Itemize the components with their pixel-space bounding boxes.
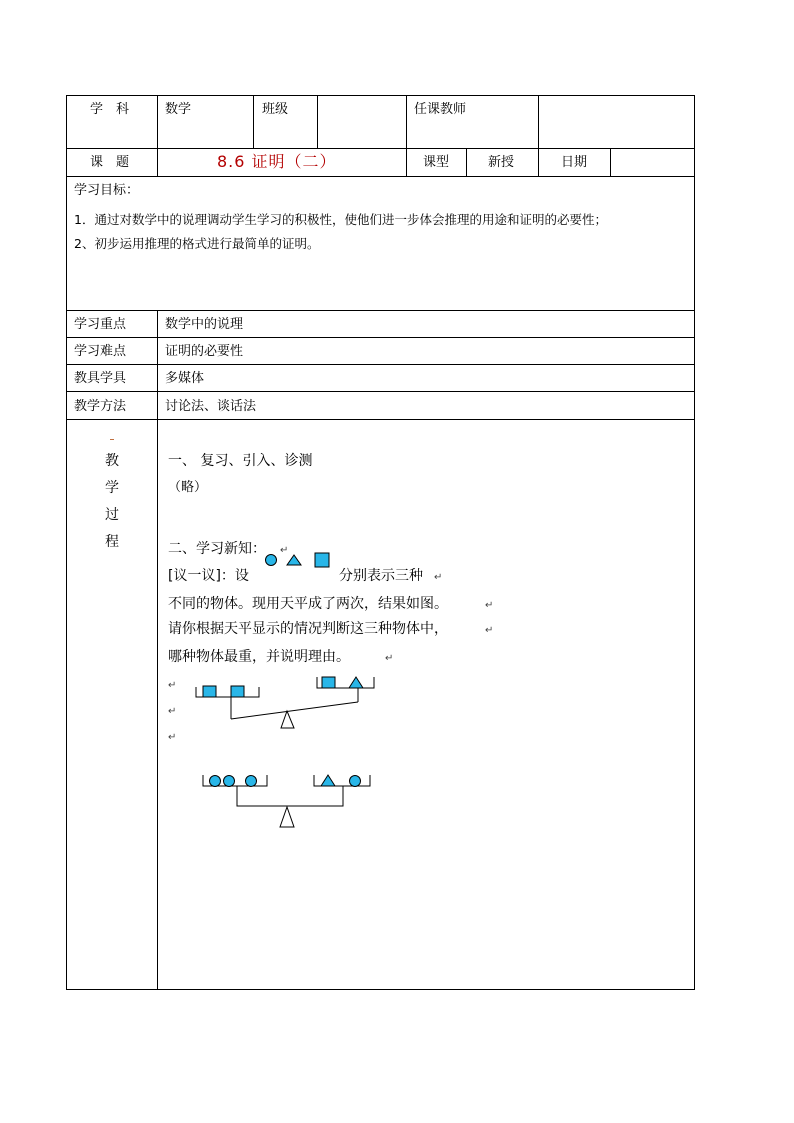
return-mark-7: ↵ (168, 706, 177, 717)
subject-label: 学 科 (90, 102, 130, 117)
row-label-key-point: 学习重点 (74, 317, 127, 332)
square-shape-icon (322, 677, 335, 688)
row-value-method: 讨论法、谈话法 (165, 399, 257, 414)
return-mark-6: ↵ (168, 680, 177, 691)
body-line-3: 请你根据天平显示的情况判断这三种物体中， (168, 621, 448, 637)
topic-title: 8.6 证明（二） (217, 152, 337, 171)
return-mark-5: ↵ (385, 653, 394, 664)
triangle-shape-icon (349, 677, 363, 688)
class-label: 班级 (262, 102, 289, 117)
triangle-shape-icon (321, 775, 335, 786)
objectives-label: 学习目标： (74, 183, 140, 198)
type-label: 课型 (423, 155, 450, 170)
circle-shape-icon (224, 776, 235, 787)
section1-title: 一、 复习、引入、诊测 (168, 453, 313, 469)
process-label-char-2: 学 (105, 480, 119, 496)
return-mark-4: ↵ (485, 625, 494, 636)
topic-label: 课 题 (90, 155, 130, 170)
square-shape-icon (203, 686, 216, 697)
return-mark-2: ↵ (434, 572, 443, 583)
row-label-method: 教学方法 (74, 399, 127, 414)
row-value-difficulty: 证明的必要性 (165, 344, 244, 359)
process-label-char-1: 教 (105, 453, 119, 469)
square-shape-icon (315, 553, 329, 567)
triangle-shape-icon (287, 555, 301, 565)
row-value-tools: 多媒体 (165, 371, 205, 386)
square-shape-icon (231, 686, 244, 697)
teacher-label: 任课教师 (414, 102, 467, 117)
discuss-suffix: 分别表示三种 (339, 568, 423, 584)
body-line-2: 不同的物体。现用天平成了两次，结果如图。 (168, 596, 448, 612)
balance-scale-1 (196, 677, 374, 728)
body-line-4: 哪种物体最重，并说明理由。 (168, 649, 350, 665)
objective-item-1: 1．通过对数学中的说理调动学生学习的积极性，使他们进一步体会推理的用途和证明的必要性； (74, 212, 607, 227)
process-label-char-4: 程 (105, 534, 119, 550)
discuss-prefix: [议一议]：设 (168, 568, 249, 584)
return-mark-8: ↵ (168, 732, 177, 743)
circle-shape-icon (350, 776, 361, 787)
row-label-tools: 教具学具 (74, 371, 127, 386)
circle-shape-icon (210, 776, 221, 787)
section2-title: 二、学习新知： (168, 541, 266, 557)
process-label-char-3: 过 (105, 507, 119, 523)
subject-value: 数学 (165, 102, 192, 117)
objective-item-2: 2、初步运用推理的格式进行最简单的证明。 (74, 236, 320, 251)
section1-body: （略） (168, 480, 208, 495)
return-mark-3: ↵ (485, 600, 494, 611)
circle-shape-icon (266, 555, 277, 566)
row-label-difficulty: 学习难点 (74, 344, 127, 359)
return-mark-1: ↵ (280, 545, 289, 556)
circle-shape-icon (246, 776, 257, 787)
type-value: 新授 (488, 155, 515, 170)
row-value-key-point: 数学中的说理 (165, 317, 244, 332)
date-label: 日期 (561, 155, 588, 170)
